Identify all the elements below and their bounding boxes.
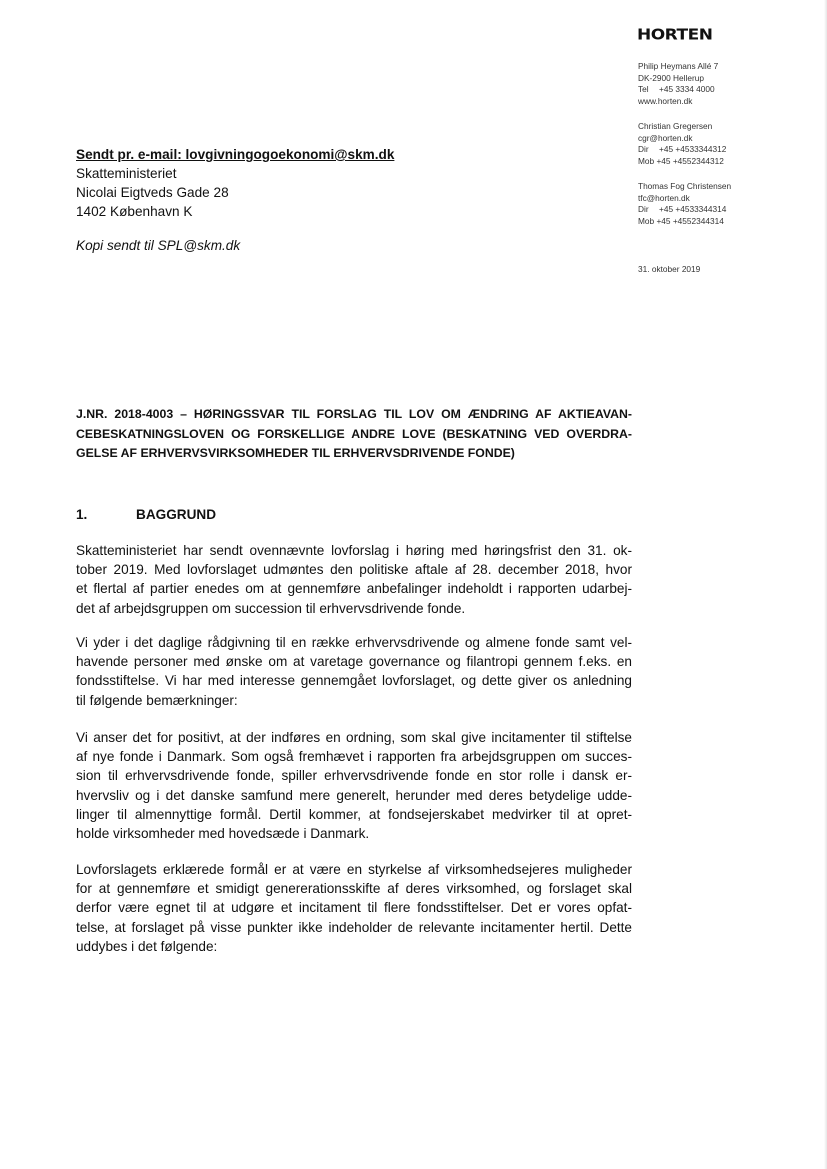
paragraph-line: linger til almennyttige formål. Dertil kommer, at fondsejerskabet medvirker til at opret- xyxy=(76,806,632,822)
firm-phone-value: +45 3334 4000 xyxy=(659,84,715,95)
contact-block-1 xyxy=(638,121,818,167)
direct-label: Dir xyxy=(638,204,649,215)
title-line-3: GELSE AF ERHVERVSVIRKSOMHEDER TIL ERHVERVSDRIVENDE FONDE) xyxy=(76,446,515,460)
paragraph-4 xyxy=(76,860,632,956)
contact-direct-phone xyxy=(638,204,818,216)
paragraph-line: telse, at forslaget på visse punkter ikke indeholder de relevante incitamenter hertil. Dette xyxy=(76,919,632,935)
paragraph-line: Vi yder i det daglige rådgivning til en række erhvervsdrivende og almene fonde samt vel- xyxy=(76,635,632,650)
paragraph-line: for at gennemføre et smidigt genererationsskifte af deres virksomhed, og forslaget skal xyxy=(76,881,632,897)
paragraph-line: af nye fonde i Danmark. Som også fremhævet i rapporten fra arbejdsgruppen om succes- xyxy=(76,749,632,765)
paragraph-line: til følgende bemærkninger: xyxy=(76,692,238,708)
recipient-block xyxy=(76,145,394,221)
contact-email-link[interactable]: tfc@horten.dk xyxy=(638,192,690,203)
horten-logo: HORTEN xyxy=(637,26,713,44)
contact-direct-phone xyxy=(638,144,818,156)
paragraph-line: Skatteministeriet har sendt ovennævnte lovforslag i høring med høringsfrist den 31. ok- xyxy=(76,543,632,558)
firm-phone xyxy=(638,84,818,96)
paragraph-line: Vi anser det for positivt, at der indføres en ordning, som skal give incitamenter til stiftelse xyxy=(76,730,632,745)
firm-address-line-2: DK-2900 Hellerup xyxy=(638,72,704,83)
paragraph-2 xyxy=(76,633,632,710)
title-line-2: CEBESKATNINGSLOVEN OG FORSKELLIGE ANDRE LOVE (BESKATNING VED OVERDRA- xyxy=(76,426,632,441)
section-number: 1. xyxy=(76,507,88,522)
sent-by-email-line[interactable]: Sendt pr. e-mail: lovgivningogoekonomi@skm.dk xyxy=(76,147,395,162)
document-title xyxy=(76,405,632,464)
direct-value: +45 +4533344312 xyxy=(659,144,727,155)
recipient-line-3: 1402 København K xyxy=(76,204,193,219)
firm-address-line-1: Philip Heymans Allé 7 xyxy=(638,61,719,71)
paragraph-3 xyxy=(76,728,632,843)
paragraph-1 xyxy=(76,541,632,618)
paragraph-line: derfor være egnet til at udgøre et incitament til flere fondsstiftelser. Det er vores opfat- xyxy=(76,900,632,916)
contact-block-2 xyxy=(638,181,818,227)
mobile-label: Mob xyxy=(638,215,655,226)
mobile-value: +45 +4552344314 xyxy=(656,215,724,226)
direct-label: Dir xyxy=(638,144,649,155)
paragraph-line: uddybes i det følgende: xyxy=(76,938,218,954)
section-title: BAGGRUND xyxy=(136,507,217,522)
firm-phone-label: Tel xyxy=(638,84,649,95)
letter-date: 31. oktober 2019 xyxy=(638,264,701,274)
recipient-line-1: Skatteministeriet xyxy=(76,166,177,181)
paragraph-line: holde virksomheder med hovedsæde i Danmark. xyxy=(76,826,370,842)
title-line-1: J.NR. 2018-4003 – HØRINGSSVAR TIL FORSLAG TIL LOV OM ÆNDRING AF AKTIEAVAN- xyxy=(76,407,632,421)
section-heading xyxy=(76,507,216,522)
contact-name: Thomas Fog Christensen xyxy=(638,181,732,191)
paragraph-line: fondsstiftelse. Vi har med interesse gennemgået lovforslaget, og dette giver os anledning xyxy=(76,673,632,689)
firm-website-link[interactable]: www.horten.dk xyxy=(638,95,693,106)
recipient-line-2: Nicolai Eigtveds Gade 28 xyxy=(76,185,229,200)
paragraph-line: sion til erhvervsdrivende fonde, spiller erhvervsdrivende fonde en stor rolle i dansk er- xyxy=(76,768,632,784)
paragraph-line: tober 2019. Med lovforslaget udmøntes den politiske aftale af 28. december 2018, hvor xyxy=(76,562,632,578)
paragraph-line: det af arbejdsgruppen om succession til erhvervsdrivende fonde. xyxy=(76,600,466,616)
firm-contact-block xyxy=(638,61,818,107)
mobile-label: Mob xyxy=(638,155,655,166)
paragraph-line: et flertal af partier enedes om at gennemføre anbefalinger indeholdt i rapporten udarbej- xyxy=(76,581,632,597)
contact-email-link[interactable]: cgr@horten.dk xyxy=(638,132,693,143)
mobile-value: +45 +4552344312 xyxy=(656,155,724,166)
contact-mobile-phone xyxy=(638,216,818,228)
direct-value: +45 +4533344314 xyxy=(659,204,727,215)
contact-name: Christian Gregersen xyxy=(638,121,713,131)
copy-sent-line: Kopi sendt til SPL@skm.dk xyxy=(76,238,241,253)
paragraph-line: Lovforslagets erklærede formål er at være en styrkelse af virksomhedsejeres muligheder xyxy=(76,862,632,877)
paragraph-line: hvervsliv og i det danske samfund mere generelt, herunder med deres betydelige udde- xyxy=(76,787,632,803)
paragraph-line: havende personer med ønske om at varetage governance og filantropi gennem f.eks. en xyxy=(76,654,632,670)
contact-mobile-phone xyxy=(638,156,818,168)
